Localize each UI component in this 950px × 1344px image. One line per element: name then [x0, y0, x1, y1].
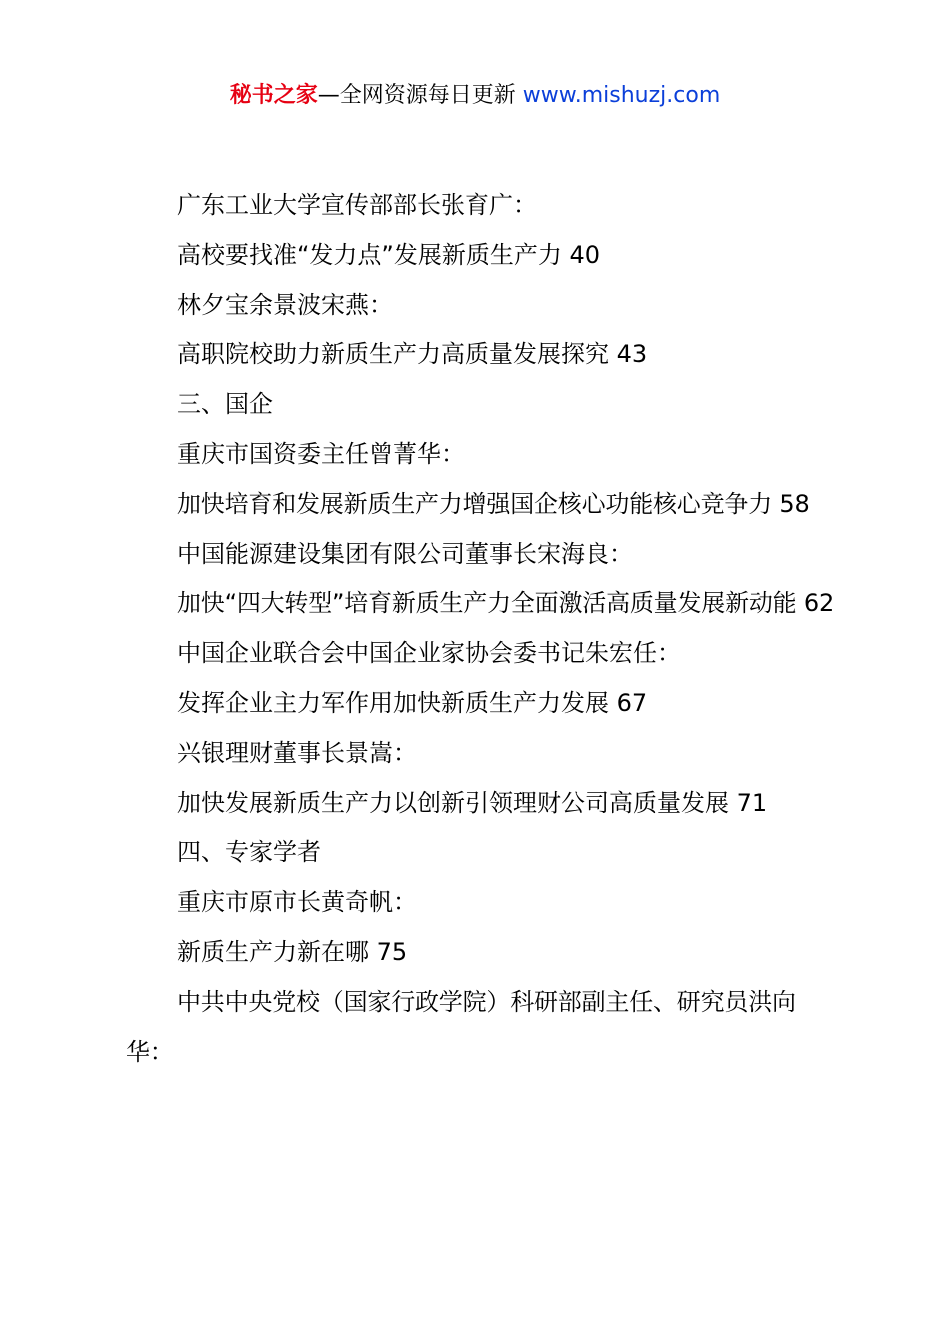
toc-entry: 加快“四大转型”培育新质生产力全面激活高质量发展新动能 62	[177, 589, 835, 618]
toc-entry: 加快发展新质生产力以创新引领理财公司高质量发展 71	[177, 788, 768, 817]
author-line: 广东工业大学宣传部部长张育广：	[177, 191, 537, 219]
toc-entry: 加快培育和发展新质生产力增强国企核心功能核心竞争力 58	[177, 489, 810, 518]
toc-entry: 高职院校助力新质生产力高质量发展探究 43	[177, 340, 648, 369]
author-line: 重庆市国资委主任曾菁华：	[177, 439, 465, 468]
author-line: 中国企业联合会中国企业家协会委书记朱宏任：	[177, 639, 681, 668]
author-line: 林夕宝余景波宋燕：	[177, 290, 393, 319]
site-url[interactable]: www.mishuzj.com	[522, 83, 721, 108]
toc-entry: 发挥企业主力军作用加快新质生产力发展 67	[177, 688, 648, 717]
section-heading: 四、专家学者	[177, 838, 321, 867]
header-tagline: —全网资源每日更新	[317, 83, 523, 108]
author-line: 重庆市原市长黄奇帆：	[177, 888, 417, 917]
toc-entry: 新质生产力新在哪 75	[177, 937, 408, 966]
author-line: 兴银理财董事长景嵩：	[177, 738, 417, 767]
section-heading: 三、国企	[177, 390, 273, 419]
author-line: 中共中央党校（国家行政学院）科研部副主任、研究员洪向华：	[126, 987, 796, 1066]
page-header	[0, 80, 950, 112]
author-line: 中国能源建设集团有限公司董事长宋海良：	[177, 539, 633, 568]
brand-name: 秘书之家	[229, 83, 318, 108]
toc-entry: 高校要找准“发力点”发展新质生产力 40	[177, 240, 601, 269]
document-body	[126, 181, 836, 1077]
